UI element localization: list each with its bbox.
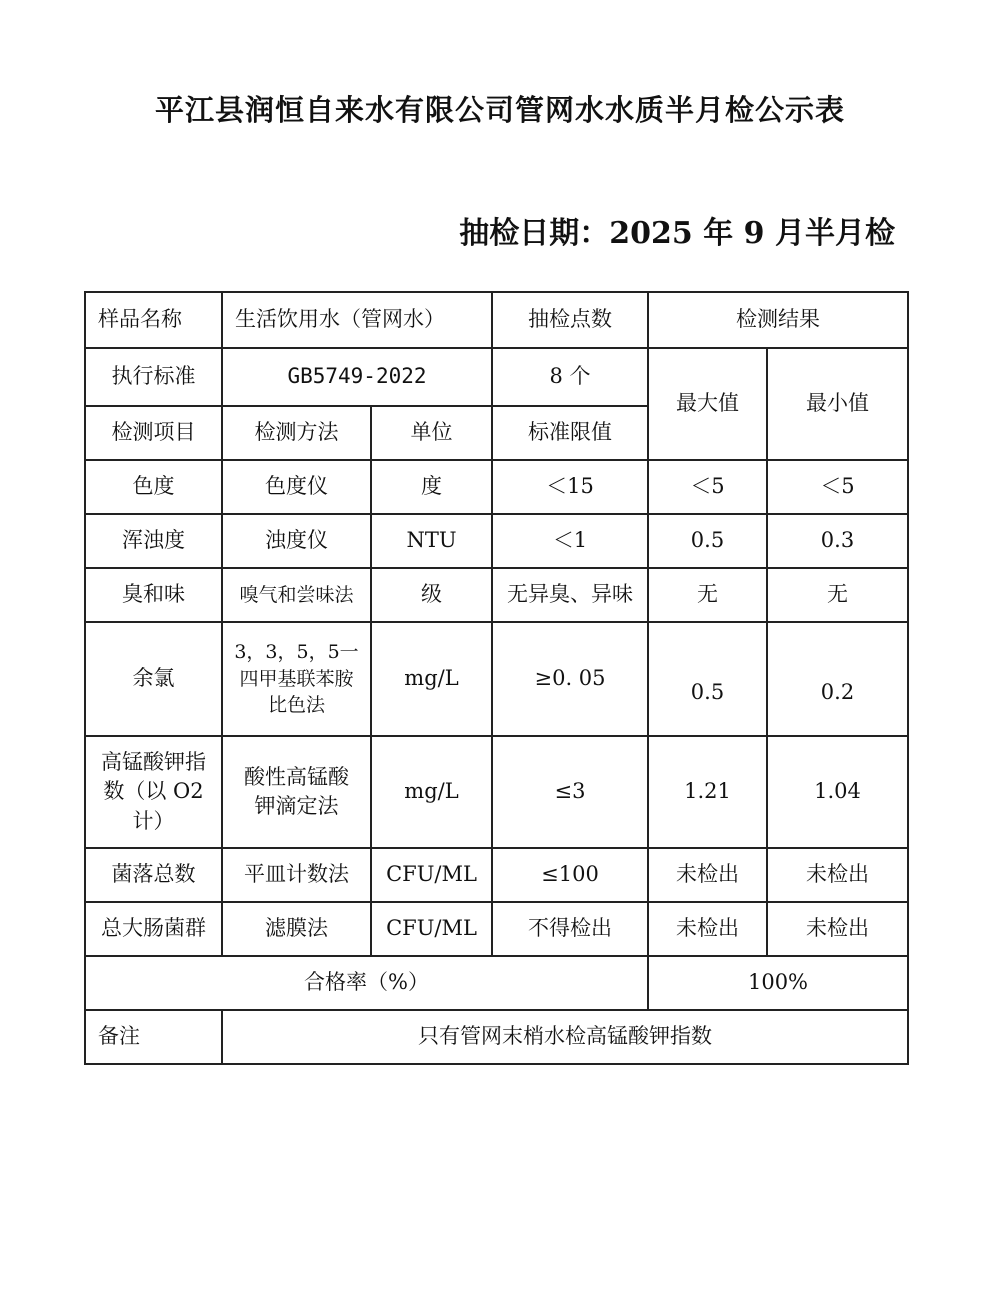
item-line: 高锰酸钾指 bbox=[101, 749, 206, 774]
limit-cell: ＜1 bbox=[492, 514, 648, 568]
sample-name-value: 生活饮用水（管网水） bbox=[222, 292, 492, 348]
results-label: 检测结果 bbox=[648, 292, 908, 348]
method-cell: 滤膜法 bbox=[222, 902, 371, 956]
min-cell: 0.2 bbox=[767, 622, 908, 736]
method-cell: 色度仪 bbox=[222, 460, 371, 514]
method-line: 3，3，5，5一 bbox=[234, 641, 359, 664]
max-cell: 0.5 bbox=[648, 622, 767, 736]
limit-cell: 不得检出 bbox=[492, 902, 648, 956]
standard-label: 执行标准 bbox=[85, 348, 222, 406]
limit-cell: ≥0. 05 bbox=[492, 622, 648, 736]
unit-cell: 级 bbox=[371, 568, 492, 622]
remark-label: 备注 bbox=[85, 1010, 222, 1064]
min-cell: 未检出 bbox=[767, 902, 908, 956]
limit-cell: ≤3 bbox=[492, 736, 648, 848]
table-row bbox=[85, 622, 908, 736]
table-row bbox=[85, 736, 908, 848]
unit-cell: mg/L bbox=[371, 736, 492, 848]
method-line: 比色法 bbox=[267, 694, 325, 717]
sample-points-label: 抽检点数 bbox=[492, 292, 648, 348]
table-row bbox=[85, 514, 908, 568]
method-cell bbox=[222, 622, 371, 736]
pass-rate-label: 合格率（%） bbox=[85, 956, 648, 1010]
method-cell: 平皿计数法 bbox=[222, 848, 371, 902]
limit-label: 标准限值 bbox=[492, 406, 648, 460]
remark-value: 只有管网末梢水检高锰酸钾指数 bbox=[222, 1010, 908, 1064]
method-line: 四甲基联苯胺 bbox=[239, 667, 354, 690]
min-cell: 0.3 bbox=[767, 514, 908, 568]
max-cell: 未检出 bbox=[648, 902, 767, 956]
max-cell: 无 bbox=[648, 568, 767, 622]
item-line: 计） bbox=[132, 808, 175, 833]
table-row bbox=[85, 568, 908, 622]
unit-label: 单位 bbox=[371, 406, 492, 460]
unit-cell: CFU/ML bbox=[371, 902, 492, 956]
unit-cell: CFU/ML bbox=[371, 848, 492, 902]
item-cell: 总大肠菌群 bbox=[85, 902, 222, 956]
item-line: 数（以 O2 bbox=[103, 779, 204, 804]
unit-cell: 度 bbox=[371, 460, 492, 514]
min-cell: 未检出 bbox=[767, 848, 908, 902]
method-cell: 浊度仪 bbox=[222, 514, 371, 568]
method-label: 检测方法 bbox=[222, 406, 371, 460]
page-title: 平江县润恒自来水有限公司管网水水质半月检公示表 bbox=[154, 93, 845, 127]
sample-points-value: 8 个 bbox=[492, 348, 648, 406]
standard-value: GB5749-2022 bbox=[222, 348, 492, 406]
unit-cell: NTU bbox=[371, 514, 492, 568]
item-cell: 臭和味 bbox=[85, 568, 222, 622]
limit-cell: ≤100 bbox=[492, 848, 648, 902]
table-row bbox=[85, 848, 908, 902]
unit-cell: mg/L bbox=[371, 622, 492, 736]
method-line: 酸性高锰酸 bbox=[244, 764, 349, 789]
min-cell: 无 bbox=[767, 568, 908, 622]
item-cell: 菌落总数 bbox=[85, 848, 222, 902]
sample-name-label: 样品名称 bbox=[85, 292, 222, 348]
water-quality-table bbox=[84, 291, 909, 1065]
inspection-date: 抽检日期：2025 年 9 月半月检 bbox=[459, 216, 895, 251]
table-row bbox=[85, 902, 908, 956]
max-cell: ＜5 bbox=[648, 460, 767, 514]
method-line: 钾滴定法 bbox=[254, 794, 339, 818]
method-cell bbox=[222, 736, 371, 848]
min-cell: 1.04 bbox=[767, 736, 908, 848]
item-label: 检测项目 bbox=[85, 406, 222, 460]
method-cell: 嗅气和尝味法 bbox=[222, 568, 371, 622]
item-cell: 余氯 bbox=[85, 622, 222, 736]
min-label: 最小值 bbox=[767, 348, 908, 460]
pass-rate-value: 100% bbox=[648, 956, 908, 1010]
table-row bbox=[85, 460, 908, 514]
item-cell: 浑浊度 bbox=[85, 514, 222, 568]
max-cell: 0.5 bbox=[648, 514, 767, 568]
limit-cell: 无异臭、异味 bbox=[492, 568, 648, 622]
item-cell bbox=[85, 736, 222, 848]
min-cell: ＜5 bbox=[767, 460, 908, 514]
item-cell: 色度 bbox=[85, 460, 222, 514]
max-label: 最大值 bbox=[648, 348, 767, 460]
max-cell: 未检出 bbox=[648, 848, 767, 902]
limit-cell: ＜15 bbox=[492, 460, 648, 514]
max-cell: 1.21 bbox=[648, 736, 767, 848]
